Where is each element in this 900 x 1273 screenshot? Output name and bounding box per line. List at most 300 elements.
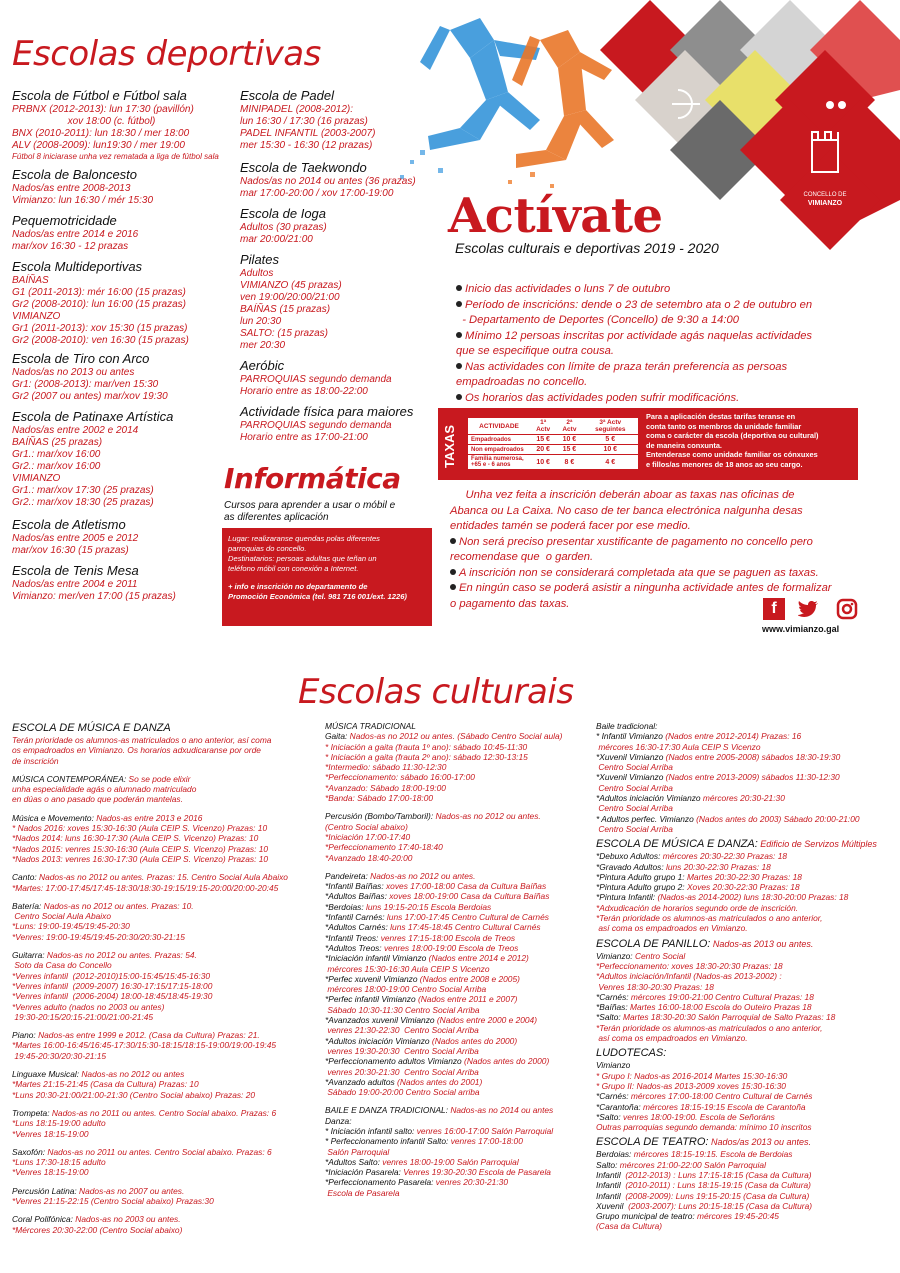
culture-label: Berdoias: [596, 1149, 632, 1160]
informatica-box-line: Destinatarios: persoas adultas que teñan un [228, 554, 377, 563]
culture-text: mércores 18:15-19:15. Escola de Berdoias [631, 1149, 793, 1160]
culture-text: Nados-as no 2012 ou antes [79, 1069, 185, 1080]
culture-text: *Venres 21:15-22:15 (Centro Social abaixo) Prazas:30 [12, 1195, 214, 1206]
culture-label: *Iniciación infantil Vimianzo [325, 953, 427, 964]
culture-label: Pandeireta: [325, 870, 368, 881]
culture-text: mércores 19:45-20:45 [694, 1211, 779, 1222]
culture-line [325, 721, 585, 731]
sport-line: xov 18:00 (c. fútbol) [12, 116, 156, 127]
culture-line [596, 1211, 896, 1221]
culture-line [596, 1102, 896, 1112]
info-line [450, 504, 832, 520]
sports-title: Escolas deportivas [12, 34, 321, 74]
sport-block [240, 358, 450, 398]
sports-mid-column [240, 88, 450, 444]
sport-line: Gr1 (2011-2013): xov 15:30 (15 prazas) [12, 323, 188, 334]
culture-label: Música e Movemento: [12, 812, 94, 823]
sport-line: Vimianzo: mer/ven 17:00 (15 prazas) [12, 591, 176, 602]
culture-text: 19:45-20:30/20:30-21:15 [12, 1050, 107, 1061]
info-line [456, 329, 812, 345]
info-text: A inscrición non se considerará completada ata que se paguen as taxas. [459, 566, 819, 579]
culture-line [325, 1136, 585, 1146]
culture-text: Nados-as no 2012 ou antes. [433, 811, 541, 822]
bullet-icon [456, 363, 462, 369]
sports-left-column [12, 88, 242, 603]
culture-text: venres 17:15-18:00 Escola de Treos [378, 932, 516, 943]
culture-line [12, 981, 312, 991]
culture-text: de inscrición [12, 755, 59, 766]
informatica-info-box [222, 528, 432, 626]
informatica-box-line: teléfono móbil con conexión a Internet. [228, 564, 359, 573]
culture-text: mércores 20:30-22:30 Prazas: 18 [660, 851, 788, 862]
culture-label: Vimianzo: [596, 950, 633, 961]
culture-label: BAILE E DANZA TRADICIONAL: [325, 1105, 449, 1116]
culture-label: *Pintura Infantil: [596, 892, 656, 903]
culture-line [12, 971, 312, 981]
sport-line: BAÍÑAS (25 prazas) [12, 437, 103, 448]
culture-text: venres 19:30-20:30 Centro Social Arriba [325, 1045, 479, 1056]
info-line [456, 313, 812, 329]
culture-text: luns 20:30-22:30 Prazas: 18 [663, 861, 771, 872]
culture-line [596, 982, 896, 992]
culture-line [325, 1005, 585, 1015]
culture-label: *Debuxo Adultos: [596, 851, 661, 862]
culture-line [325, 974, 585, 984]
sport-title: Escola de Fútbol e Fútbol sala [12, 88, 187, 103]
culture-line [596, 971, 896, 981]
culture-text: mércores 21:00-22:00 Salón Parroquial [617, 1159, 766, 1170]
culture-label: *Pintura Adulto grupo 2: [596, 882, 685, 893]
culture-text: Venres 19:30-20:30 Escola de Pasarela [400, 1167, 551, 1178]
spacer [12, 864, 312, 872]
culture-text: xoves 18:00-19:00 Casa da Cultura Baíñas [386, 891, 550, 902]
culture-text: *Terán prioridade os alumnos-as matriculados o ano anterior, [596, 913, 823, 924]
bullet-icon [450, 538, 456, 544]
culture-line [325, 953, 585, 963]
sport-line: mar/xov 16:30 (15 prazas) [12, 545, 129, 556]
instagram-icon[interactable] [836, 598, 858, 620]
sport-line: BAÍÑAS (15 prazas) [240, 304, 331, 315]
fee-note-line: de maneira conxunta. [646, 440, 722, 450]
info-bullets [456, 282, 812, 406]
sport-title: Escola de Tenis Mesa [12, 563, 139, 578]
culture-line [325, 1116, 585, 1126]
culture-line [596, 1221, 896, 1231]
culture-line [596, 1160, 896, 1170]
sport-line: MINIPADEL (2008-2012): [240, 104, 354, 115]
info-text: Nas actividades con límite de praza terán preferencia as persoas [465, 360, 788, 373]
info-line [450, 581, 832, 597]
info-text: Inicio das actividades o luns 7 de outubro [465, 283, 671, 295]
culture-label: *Avanzados xuvenil Vimianzo [325, 1015, 435, 1026]
culture-line [596, 1033, 896, 1043]
culture-text: *Venres 18:15-19:00 [12, 1128, 89, 1139]
culture-line [596, 1201, 896, 1211]
culture-column-3 [596, 721, 896, 1232]
fee-header: 2ª Actv [562, 419, 577, 433]
culture-line [596, 961, 896, 971]
culture-text: Martes 16:00-18:00 Escola do Outeiro Prazas 18 [627, 1002, 812, 1013]
fee-cell: 10 € [530, 455, 556, 470]
info-text: Unha vez feita a inscrición deberán aboar as taxas nas oficinas de [450, 489, 795, 501]
culture-line [325, 822, 585, 832]
culture-line [596, 923, 896, 933]
culture-label: Percusión Latina: [12, 1185, 77, 1196]
culture-line [596, 913, 896, 923]
culture-text: Nados-as no 2012 ou antes. (Sábado Centro Social aula) [347, 731, 563, 742]
culture-label: Trompeta: [12, 1107, 50, 1118]
culture-text: Nados-as no 2003 ou antes. [72, 1214, 181, 1225]
culture-line [596, 1149, 896, 1159]
culture-text: *Venres infantil (2006-2004) 18:00-18:45/18:45-19:30 [12, 991, 213, 1002]
fee-note-line: conta tanto os membros da unidade familiar [646, 421, 802, 431]
culture-line [325, 1015, 585, 1025]
info-line [456, 298, 812, 314]
info-text: o pagamento das taxas. [450, 597, 570, 610]
culture-text: * Iniciación a gaita (frauta 1º ano): sábado 10:45-11:30 [325, 741, 528, 752]
info-line [450, 488, 832, 504]
culture-line [12, 950, 312, 960]
culture-line [12, 1186, 312, 1196]
sport-line: PRBNX (2012-2013): lun 17:30 (pavillón) [12, 104, 194, 115]
fee-header: 3ª Actv seguintes [595, 419, 626, 433]
logo-text-2: VIMIANZO [807, 200, 843, 207]
culture-line [325, 871, 585, 881]
sport-block [240, 88, 450, 152]
culture-line [12, 1167, 312, 1177]
culture-line [12, 1108, 312, 1118]
sport-line: mer 15:30 - 16:30 (12 prazas) [240, 140, 373, 151]
culture-label: *Baíñas: [596, 1002, 628, 1013]
culture-line [325, 1167, 585, 1177]
culture-text: Nados-as entre 2013 e 2016 [93, 812, 203, 823]
culture-label: *Xuvenil Vimianzo [596, 751, 664, 762]
culture-text: así coma os empadroados en Vimianzo. [596, 923, 748, 934]
spacer [12, 893, 312, 901]
culture-text: (2012-2013) : Luns 17:15-18:15 (Casa da Cultura) [620, 1169, 812, 1180]
sport-line: Vimianzo: lun 16:30 / mér 15:30 [12, 195, 154, 206]
sport-line: lun 16:30 / 17:30 (16 prazas) [240, 116, 368, 127]
sport-line: SALTO: (15 prazas) [240, 328, 328, 339]
sport-block [12, 88, 242, 161]
info-text: entidades tamén se poderá facer por ese medio. [450, 520, 691, 532]
culture-label: Piano: [12, 1030, 36, 1041]
info-text: - Departamento de Deportes (Concello) de 9:30 a 14:00 [456, 314, 739, 326]
culture-line [12, 784, 312, 794]
culture-label: Infantil [596, 1180, 621, 1191]
culture-line [596, 1081, 896, 1091]
culture-line [325, 1056, 585, 1066]
culture-label: *Adultos iniciación Vimianzo [596, 793, 701, 804]
culture-text: *Venres infantil (2012-2010)15:00-15:45/15:45-16:30 [12, 970, 211, 981]
culture-label: *Perfec infantil Vimianzo [325, 994, 416, 1005]
culture-line [596, 892, 896, 902]
culture-line [325, 984, 585, 994]
sport-block [12, 351, 242, 403]
sport-block [240, 206, 450, 246]
sport-line: Nados/as entre 2014 e 2016 [12, 229, 139, 240]
culture-line [12, 901, 312, 911]
culture-label: * Infantil Vimianzo [596, 731, 663, 742]
sport-block [12, 167, 242, 207]
culture-text: Outras parroquias segundo demanda: mínimo 10 inscritos [596, 1122, 812, 1133]
culture-line [12, 756, 312, 766]
culture-line [596, 1002, 896, 1012]
culture-text: venres 17:00-18:00 [448, 1136, 523, 1147]
culture-label: Salto: [596, 1159, 618, 1170]
fee-cell: 5 € [583, 435, 638, 445]
sport-line: Gr1.: mar/xov 17:30 (25 prazas) [12, 485, 154, 496]
culture-text: *Nados 2014: luns 16:30-17:30 (Aula CEIP S. Vicenzo) Prazas: 10 [12, 833, 259, 844]
culture-line [12, 745, 312, 755]
spacer [12, 1206, 312, 1214]
culture-text: * Nados 2016: xoves 15:30-16:30 (Aula CEIP S. Vicenzo) Prazas: 10 [12, 823, 268, 834]
culture-line [596, 1122, 896, 1132]
culture-text: *Iniciación 17:00-17:40 [325, 831, 411, 842]
culture-line [325, 1177, 585, 1187]
culture-text: Centro Social Arriba [596, 782, 673, 793]
culture-line [596, 992, 896, 1002]
culture-text: Xoves 20:30-22:30 Prazas: 18 [684, 882, 800, 893]
sport-block [240, 252, 450, 352]
culture-line [12, 823, 312, 833]
culture-line [12, 872, 312, 882]
culture-text: luns 17:00-17:45 Centro Cultural de Carnés [384, 912, 549, 923]
culture-line [12, 1002, 312, 1012]
culture-label: *Infantil Treos: [325, 932, 379, 943]
sport-line: Nados/as no 2013 ou antes [12, 367, 135, 378]
fee-note-line: coma o carácter da escola (deportiva ou cultural) [646, 431, 819, 441]
culture-label: Infantil [596, 1169, 621, 1180]
culture-line [325, 1036, 585, 1046]
sport-title: Pilates [240, 252, 280, 267]
culture-text: mércores 16:30-17:30 Aula CEIP S Vicenzo [596, 741, 761, 752]
culture-line [325, 1126, 585, 1136]
info-text: Mínimo 12 persoas inscritas por actividade agás naquelas actividades [465, 329, 813, 342]
culture-text: (Nados entre 2000 e 2004) [434, 1015, 537, 1026]
website-url[interactable]: www.vimianzo.gal [762, 624, 840, 634]
culture-text: *Perfeccionamento: xoves 18:30-20:30 Prazas: 18 [596, 960, 783, 971]
culture-text: *Venres: 19:00-19:45/19:45-20:30/20:30-21:15 [12, 931, 185, 942]
culture-text: Escola de Pasarela [325, 1187, 400, 1198]
culture-label: *Adultos Baíñas: [325, 891, 387, 902]
info-line [456, 282, 812, 298]
spacer [12, 942, 312, 950]
sport-line: lun 20:30 [240, 316, 282, 327]
culture-label: Saxofón: [12, 1146, 46, 1157]
fee-cell: 15 € [530, 435, 556, 445]
culture-text: Nados-as entre 1999 e 2012. (Casa da Cultura) Prazas: 21. [35, 1030, 260, 1041]
fee-cell: 10 € [556, 435, 582, 445]
fee-header: ACTIVIDADE [479, 422, 519, 430]
culture-line [325, 881, 585, 891]
facebook-icon[interactable]: f [763, 598, 785, 620]
culture-line [325, 1046, 585, 1056]
culture-line [325, 1147, 585, 1157]
culture-label: Infantil [596, 1190, 621, 1201]
culture-line [596, 814, 896, 824]
culture-line [325, 762, 585, 772]
info-text: Abanca ou La Caixa. No caso de ter banca electrónica nalgunha desas [450, 504, 803, 517]
culture-line [596, 882, 896, 892]
culture-text: * Grupo I: Nados-as 2016-2014 Martes 15:30-16:30 [596, 1070, 788, 1081]
culture-text: *Adultos iniciación/Infantil (Nados-as 2013-2002) : [596, 971, 782, 982]
brand-title: Actívate [448, 188, 663, 244]
culture-column-1 [12, 722, 312, 1235]
culture-line [12, 883, 312, 893]
culture-text: *Nados 2013: venres 16:30-17:30 (Aula CEIP S. Vicenzo) Prazas: 10 [12, 853, 269, 864]
fee-cell: 8 € [556, 455, 582, 470]
culture-line [12, 1147, 312, 1157]
culture-text: Nados-as no 2012 ou antes. Prazas: 10. [41, 900, 194, 911]
culture-text: *Martes: 17:00-17:45/17:45-18:30/18:30-19:15/19:15-20:00/20:00-20:45 [12, 882, 279, 893]
culture-label: Guitarra: [12, 950, 45, 961]
culture-text: (Nados antes do 2001) [394, 1076, 483, 1087]
culture-heading-text: LUDOTECAS: [596, 1047, 667, 1060]
sport-line: Adultos [240, 268, 274, 279]
culture-text: *Venres 18:15-19:00 [12, 1167, 89, 1178]
informatica-subtitle-2: as diferentes aplicación [224, 512, 329, 523]
twitter-icon[interactable] [798, 598, 820, 620]
culture-line [325, 752, 585, 762]
spacer [12, 1022, 312, 1030]
culture-line [12, 960, 312, 970]
culture-line [596, 1071, 896, 1081]
culture-text: os empadroados en Vimianzo. Os horarios adxudicaranse por orde [12, 745, 261, 756]
culture-label: *Infantil Baíñas: [325, 881, 384, 892]
culture-text: Centro Social Arriba [596, 823, 673, 834]
sport-line: ALV (2008-2009): lun19:30 / mer 19:00 [12, 140, 185, 151]
culture-line [325, 994, 585, 1004]
culture-line [596, 721, 896, 731]
culture-label: *Infantil Carnés: [325, 912, 385, 923]
culture-line [325, 832, 585, 842]
sport-line: mar 20:00/21:00 [240, 234, 313, 245]
culture-line [596, 1012, 896, 1022]
culture-text: *Luns: 19:00-19:45/19:45-20:30 [12, 921, 130, 932]
culture-line [596, 752, 896, 762]
culture-text: mércores 18:00-19:00 Centro Social Arriba [325, 984, 487, 995]
sport-block [12, 563, 242, 603]
culture-label: *Adultos Salto: [325, 1156, 380, 1167]
culture-text: Martes 18:30-20:30 Salón Parroquial de Salto Prazas: 18 [620, 1012, 836, 1023]
culture-heading [596, 938, 896, 951]
informatica-subtitle [224, 500, 395, 524]
culture-text: *Intermedio: sábado 11:30-12:30 [325, 762, 447, 773]
culture-line [325, 811, 585, 821]
culture-label: *Adultos iniciación Vimianzo [325, 1035, 430, 1046]
fee-header: 1ª Actv [536, 419, 551, 433]
sport-line: Gr2.: mar/xov 18:30 (25 prazas) [12, 497, 154, 508]
culture-line [596, 783, 896, 793]
info-line [450, 550, 832, 566]
culture-text: así coma os empadroados en Vimianzo. [596, 1033, 748, 1044]
informatica-subtitle-1: Cursos para aprender a usar o móbil e [224, 500, 396, 511]
culture-label: *Berdoias: [325, 901, 364, 912]
culture-label: *Xuvenil Vimianzo [596, 772, 664, 783]
culture-text: Baile tradicional: [596, 721, 658, 731]
culture-text: venres 20:30-21:30 Centro Social Arriba [325, 1066, 479, 1077]
culture-line [12, 794, 312, 804]
culture-line [12, 813, 312, 823]
culture-text: mércores 19:00-21:00 Centro Cultural Prazas: 18 [628, 991, 814, 1002]
culture-text: (Nados antes do 2003) Sábado 20:00-21:00 [693, 813, 860, 824]
culture-text: (2010-2011) : Luns 18:15-19:15 (Casa da Cultura) [620, 1180, 811, 1191]
sport-line: Adultos (30 prazas) [240, 222, 327, 233]
culture-text: *Terán prioridade os alumnos-as matriculados o ano anterior, [596, 1022, 823, 1033]
culture-text: *Nados 2015: venres 15:30-16:30 (Aula CEIP S. Vicenzo) Prazas: 10 [12, 843, 269, 854]
culture-text: *Venres adulto (nados no 2003 ou antes) [12, 1001, 165, 1012]
culture-line [325, 1105, 585, 1115]
culture-text: venres 18:00-19:00 Escola de Treos [381, 942, 519, 953]
info-line [456, 344, 812, 360]
culture-line [325, 853, 585, 863]
culture-line [596, 1060, 896, 1070]
culture-line [596, 803, 896, 813]
culture-line [596, 1023, 896, 1033]
culture-line [325, 902, 585, 912]
culture-text: venres 16:00-17:00 Salón Parroquial [414, 1125, 554, 1136]
culture-heading [596, 1136, 896, 1149]
sport-line: Nados/as entre 2002 e 2014 [12, 425, 139, 436]
culture-text: (Casa da Cultura) [596, 1221, 663, 1232]
culture-label: MÚSICA CONTEMPORÁNEA: [12, 773, 127, 784]
culture-text: venres 18:00-19:00 Salón Parroquial [379, 1156, 519, 1167]
culture-line [12, 844, 312, 854]
culture-heading-text: ESCOLA DE MÚSICA E DANZA [12, 722, 171, 734]
sport-title: Escola de Padel [240, 88, 334, 103]
culture-text: Nados-as no 2012 ou antes. Prazas: 54. [44, 950, 197, 961]
sport-line: Gr2 (2008-2010): ven 16:30 (15 prazas) [12, 335, 189, 346]
culture-label: Linguaxe Musical: [12, 1069, 80, 1080]
info-line [456, 391, 812, 407]
culture-line [596, 824, 896, 834]
culture-label: *Adultos Treos: [325, 942, 382, 953]
sport-line: BAÍÑAS [12, 275, 49, 286]
culture-text: unha especialidade agás o alumnado matriculado [12, 784, 197, 795]
culture-label: *Perfeccionamento adultos Vimianzo [325, 1056, 462, 1067]
culture-column-2 [325, 721, 585, 1198]
culture-line [325, 933, 585, 943]
spacer [325, 1097, 585, 1105]
sport-line: Horario entre as 17:00-21:00 [240, 432, 368, 443]
culture-line [325, 1157, 585, 1167]
culture-heading-text: ESCOLA DE MÚSICA E DANZA: [596, 838, 758, 851]
culture-line [596, 851, 896, 861]
spacer [12, 1178, 312, 1186]
sport-block [12, 213, 242, 253]
culture-label: * Adultos perfec. Vimianzo [596, 813, 694, 824]
fee-note-line: Para a aplicación destas tarifas teranse en [646, 412, 796, 421]
sport-line: Nados/as entre 2005 e 2012 [12, 533, 139, 544]
culture-text: venres 21:30-22:30 Centro Social Arriba [325, 1025, 479, 1036]
culture-line [325, 912, 585, 922]
culture-label: *Salto: [596, 1012, 621, 1023]
fee-cell: 15 € [556, 445, 582, 455]
sport-line: PARROQUIAS segundo demanda [240, 374, 392, 385]
culture-text: Centro Social [632, 950, 686, 961]
culture-text: en dúas o ano pasado que poderán mantelas. [12, 794, 183, 805]
culture-line [596, 1091, 896, 1101]
culture-line [596, 772, 896, 782]
culture-heading-note: Nados-as 2013 ou antes. [710, 938, 814, 949]
culture-line [12, 1079, 312, 1089]
sport-title: Escola de Ioga [240, 206, 327, 221]
culture-line [12, 1012, 312, 1022]
culture-line [596, 1180, 896, 1190]
culture-line [12, 1225, 312, 1235]
culture-text: *Adxudicación de horarios segundo orde de inscrición. [596, 902, 799, 913]
